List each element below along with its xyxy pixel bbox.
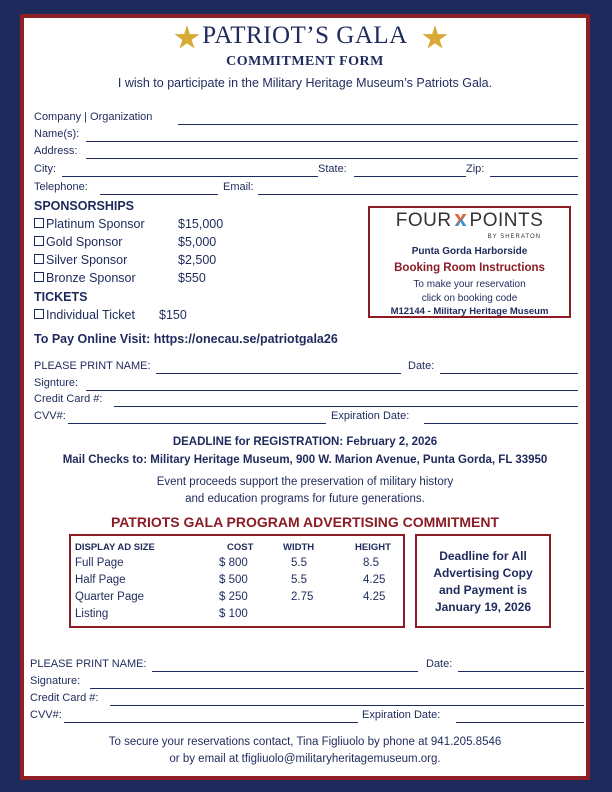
ad-width: 5.5: [291, 574, 307, 586]
state-label: State:: [318, 163, 347, 175]
cvv-label: CVV#:: [30, 709, 62, 721]
cvv-field[interactable]: [64, 722, 358, 723]
print-name-field[interactable]: [156, 373, 401, 374]
zip-field[interactable]: [490, 176, 578, 177]
proceeds-text: Event proceeds support the preservation of military history: [156, 476, 454, 488]
deadline-line: January 19, 2026: [434, 600, 532, 614]
hotel-logo-subtitle: BY SHERATON: [487, 234, 541, 240]
hotel-booking-box: [368, 206, 571, 318]
city-label: City:: [34, 163, 56, 175]
form-subtitle: COMMITMENT FORM: [226, 54, 384, 69]
signature-label: Signture:: [34, 377, 79, 389]
ad-cost: $ 500: [219, 574, 248, 586]
booking-title: Booking Room Instructions: [394, 262, 545, 274]
ticket-option-individual[interactable]: Individual Ticket: [34, 308, 135, 322]
deadline-line: Advertising Copy: [433, 566, 533, 580]
sponsor-price: $2,500: [178, 253, 217, 267]
sponsor-price: $550: [178, 271, 206, 285]
ad-height: 8.5: [363, 557, 379, 569]
checkbox[interactable]: [34, 236, 44, 246]
booking-line: click on booking code: [421, 293, 518, 304]
credit-card-label: Credit Card #:: [34, 393, 103, 405]
ad-cost: $ 800: [219, 557, 248, 569]
cvv-field[interactable]: [68, 423, 326, 424]
credit-card-label: Credit Card #:: [30, 692, 99, 704]
date-field[interactable]: [458, 671, 584, 672]
mail-checks-address: Mail Checks to: Military Heritage Museum, 900 W. Marion Avenue, Punta Gorda, FL 33950: [62, 454, 548, 466]
column-header: WIDTH: [283, 542, 315, 553]
cvv-label: CVV#:: [34, 410, 66, 422]
sponsor-price: $15,000: [178, 217, 224, 231]
telephone-label: Telephone:: [34, 181, 88, 193]
company-field[interactable]: [178, 124, 578, 125]
state-field[interactable]: [354, 176, 466, 177]
ad-size: Full Page: [75, 557, 124, 569]
hotel-location: Punta Gorda Harborside: [411, 246, 528, 257]
deadline-line: and Payment is: [438, 583, 528, 597]
sponsor-option-platinum[interactable]: Platinum Sponsor: [34, 217, 145, 231]
hotel-logo: FOUR POINTS: [395, 210, 544, 231]
sponsor-option-silver[interactable]: Silver Sponsor: [34, 253, 127, 267]
ad-height: 4.25: [363, 591, 386, 603]
sponsorships-heading: SPONSORSHIPS: [34, 199, 135, 213]
address-label: Address:: [34, 145, 78, 157]
booking-code-link[interactable]: M12144 - Military Heritage Museum: [390, 306, 549, 317]
credit-card-field[interactable]: [114, 406, 578, 407]
advertising-table: [69, 534, 405, 628]
ad-cost: $ 250: [219, 591, 248, 603]
email-field[interactable]: [258, 194, 578, 195]
checkbox[interactable]: [34, 309, 44, 319]
contact-email[interactable]: or by email at tfigliuolo@militaryheritagemuseum.org.: [169, 753, 441, 765]
date-label: Date:: [426, 658, 453, 670]
registration-deadline: DEADLINE for REGISTRATION: February 2, 2026: [172, 436, 438, 448]
column-header: HEIGHT: [355, 542, 391, 553]
intro-text: I wish to participate in the Military Heritage Museum’s Patriots Gala.: [117, 76, 493, 90]
ad-cost: $ 100: [219, 608, 248, 620]
signature-label: Signature:: [30, 675, 81, 687]
zip-label: Zip:: [466, 163, 485, 175]
ticket-price: $150: [159, 308, 187, 322]
contact-info: To secure your reservations contact, Tina Figliuolo by phone at 941.205.8546: [108, 736, 502, 748]
ad-size: Quarter Page: [75, 591, 145, 603]
ad-height: 4.25: [363, 574, 386, 586]
sponsor-option-gold[interactable]: Gold Sponsor: [34, 235, 122, 249]
names-label: Name(s):: [34, 128, 80, 140]
expiration-field[interactable]: [424, 423, 578, 424]
expiration-label: Expiration Date:: [362, 709, 441, 721]
checkbox[interactable]: [34, 218, 44, 228]
column-header: COST: [227, 542, 254, 553]
form-sheet: [24, 18, 586, 776]
tickets-heading: TICKETS: [34, 290, 88, 304]
deadline-line: Deadline for All: [439, 549, 527, 563]
ad-size: Listing: [75, 608, 109, 620]
ad-width: 2.75: [291, 591, 314, 603]
print-name-label: PLEASE PRINT NAME:: [30, 658, 147, 670]
signature-field[interactable]: [86, 390, 578, 391]
checkbox[interactable]: [34, 254, 44, 264]
address-field[interactable]: [86, 158, 578, 159]
checkbox[interactable]: [34, 272, 44, 282]
expiration-field[interactable]: [456, 722, 584, 723]
city-field[interactable]: [62, 176, 318, 177]
date-field[interactable]: [440, 373, 578, 374]
email-label: Email:: [223, 181, 254, 193]
sponsor-option-bronze[interactable]: Bronze Sponsor: [34, 271, 136, 285]
column-header: DISPLAY AD SIZE: [75, 542, 155, 553]
company-label: Company | Organization: [34, 111, 153, 123]
advertising-deadline-box: [415, 534, 551, 628]
page-title: PATRIOT’S GALA: [202, 22, 408, 49]
telephone-field[interactable]: [100, 194, 218, 195]
ad-width: 5.5: [291, 557, 307, 569]
advertising-heading: PATRIOTS GALA PROGRAM ADVERTISING COMMITMENT: [110, 514, 500, 530]
proceeds-text: and education programs for future generations.: [185, 493, 425, 505]
ad-size: Half Page: [75, 574, 126, 586]
date-label: Date:: [408, 360, 435, 372]
expiration-label: Expiration Date:: [331, 410, 410, 422]
sponsor-price: $5,000: [178, 235, 217, 249]
four-points-x-icon: [455, 214, 467, 226]
signature-field[interactable]: [90, 688, 584, 689]
names-field[interactable]: [86, 141, 578, 142]
print-name-label: PLEASE PRINT NAME:: [34, 360, 151, 372]
credit-card-field[interactable]: [110, 705, 584, 706]
online-payment-link[interactable]: To Pay Online Visit: https://onecau.se/patriotgala26: [34, 332, 338, 346]
booking-line: To make your reservation: [413, 279, 526, 290]
print-name-field[interactable]: [152, 671, 418, 672]
